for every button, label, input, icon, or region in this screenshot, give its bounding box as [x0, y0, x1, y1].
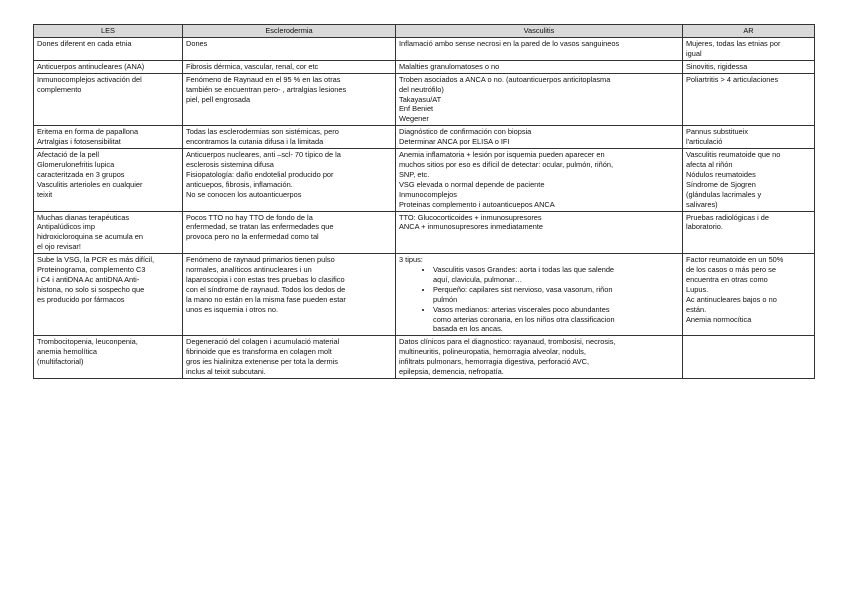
cell-ar — [683, 211, 815, 254]
list-item — [433, 265, 679, 285]
cell-text: SNP, etc. — [399, 169, 430, 179]
cell-vasculitis — [396, 211, 683, 254]
cell-text: la mano no están en la misma fase pueden estar — [186, 294, 346, 304]
cell-text: encontramos la cutania difusa i la limitada — [186, 137, 324, 147]
cell-text: Todas las esclerodermias son sistémicas, pero — [186, 127, 339, 137]
cell-ar — [683, 336, 815, 379]
vasculitis-types-intro: 3 tipus: — [399, 255, 423, 265]
cell-text: Antipalúdicos imp — [37, 222, 95, 232]
cell-esclerodermia — [183, 254, 396, 336]
header-les: LES — [34, 25, 183, 38]
cell-text: Proteinas complemento i autoanticuepos ANCA — [399, 199, 555, 209]
cell-text: Degeneració del colagen i acumulació material — [186, 337, 340, 347]
table-row — [34, 254, 815, 336]
table-row — [34, 38, 815, 61]
cell-text: (multifactorial) — [37, 357, 84, 367]
cell-text: Síndrome de Sjogren — [686, 179, 756, 189]
cell-text: teixit — [37, 189, 53, 199]
cell-text: complemento — [37, 84, 82, 94]
cell-text: el ojo revisar! — [37, 242, 81, 252]
cell-text: aquí, clavicula, pulmonar… — [433, 274, 523, 284]
cell-text: es producido por fármacos — [37, 294, 125, 304]
cell-text: Dones diferent en cada etnia — [37, 39, 132, 48]
cell-text: provoca pero no la enfermedad como tal — [186, 232, 319, 242]
cell-text: Anemia normocítica — [686, 314, 752, 324]
cell-vasculitis — [396, 254, 683, 336]
cell-text: Enf Beniet — [399, 104, 434, 114]
cell-text: normales, analíticos antinucleares i un — [186, 265, 312, 275]
cell-text: salivares) — [686, 199, 718, 209]
cell-text: Sube la VSG, la PCR es más difícil, — [37, 255, 155, 265]
cell-text: gros ies hialinitza extenense per tota la dermis — [186, 357, 338, 367]
list-item — [433, 305, 679, 335]
cell-text: Determinar ANCA por ELISA o IFI — [399, 137, 510, 147]
cell-vasculitis — [396, 149, 683, 211]
cell-text: Diagnóstico de confirmación con biopsia — [399, 127, 532, 137]
cell-esclerodermia — [183, 60, 396, 73]
cell-text: Fenómeno de raynaud primarios tienen pulso — [186, 255, 335, 265]
cell-text: basada en los ancas. — [433, 324, 503, 334]
cell-text: l'articulació — [686, 137, 723, 147]
cell-text: Pruebas radiológicas i de — [686, 212, 769, 222]
cell-text: caracteritzada en 3 grupos — [37, 169, 125, 179]
cell-text: VSG elevada o normal depende de paciente — [399, 179, 545, 189]
header-vasculitis: Vasculitis — [396, 25, 683, 38]
cell-text: Anticuerpos antinucleares (ANA) — [37, 61, 145, 71]
cell-text: laparoscopia i con estas tres pruebas lo clasifico — [186, 274, 345, 284]
cell-les — [34, 73, 183, 126]
table-row — [34, 149, 815, 211]
cell-text: Glomerulonefritis lupica — [37, 159, 115, 169]
cell-ar — [683, 254, 815, 336]
cell-text: también se encuentran pero- , artralgias lesiones — [186, 84, 347, 94]
cell-text: esclerosis sistemina difusa — [186, 159, 274, 169]
cell-text: Fisiopatología: daño endotelial producido por — [186, 169, 334, 179]
cell-les — [34, 336, 183, 379]
cell-text: Trombocitopenia, leuconpenia, — [37, 337, 138, 347]
cell-text: como arterias coronaria, en los niños otra classificacion — [433, 314, 615, 324]
list-item — [433, 285, 679, 305]
cell-text: Takayasu/AT — [399, 94, 442, 104]
cell-text: igual — [686, 48, 702, 58]
cell-text: Vasculitis reumatoide que no — [686, 150, 781, 160]
cell-text: Anemia inflamatoria + lesión por isquemia pueden aparecer en — [399, 150, 605, 160]
cell-text: piel, pell engrosada — [186, 94, 251, 104]
cell-esclerodermia — [183, 73, 396, 126]
cell-text: anticuepos, fibrosis, inflamación. — [186, 179, 293, 189]
cell-ar — [683, 60, 815, 73]
cell-les — [34, 254, 183, 336]
cell-text: Sinovitis, rigidessa — [686, 61, 748, 71]
cell-text: Wegener — [399, 114, 429, 124]
cell-text: Lupus. — [686, 284, 709, 294]
cell-ar — [683, 126, 815, 149]
cell-text: Nódulos reumatoides — [686, 169, 756, 179]
cell-text: enfermedad, se tratan las enfermedades que — [186, 222, 334, 232]
cell-text: • Perqueño: capilares sist nervioso, vasa vasorum, riñon — [433, 284, 613, 294]
cell-text: Fibrosis dérmica, vascular, renal, cor etc — [186, 61, 319, 71]
cell-text: con el síndrome de raynaud. Todos los dedos de — [186, 284, 346, 294]
cell-text: Poliartritis > 4 articulaciones — [686, 74, 779, 84]
cell-text: pulmón — [433, 294, 458, 304]
cell-text: fibrinoide que es transforma en colagen molt — [186, 347, 332, 357]
cell-text: Mujeres, todas las etnias por — [686, 39, 781, 48]
cell-text: Proteinograma, complemento C3 — [37, 265, 146, 275]
cell-text: unos es isquemia i otros no. — [186, 304, 279, 314]
cell-text: Afectació de la pell — [37, 150, 100, 160]
cell-text: • Vasculitis vasos Grandes: aorta i todas las que salende — [433, 265, 615, 275]
cell-text: hidroxicloroquina se acumula en — [37, 232, 143, 242]
cell-text: Anticuerpos nucleares, anti –scl- 70 típico de la — [186, 150, 341, 160]
cell-text: laboratorio. — [686, 222, 723, 232]
cell-ar — [683, 73, 815, 126]
cell-esclerodermia — [183, 38, 396, 61]
cell-text: Fenómeno de Raynaud en el 95 % en las otras — [186, 74, 341, 84]
header-esclerodermia: Esclerodermia — [183, 25, 396, 38]
cell-text: Muchas dianas terapéuticas — [37, 212, 130, 222]
cell-vasculitis — [396, 73, 683, 126]
vasculitis-types-list — [399, 265, 679, 334]
cell-text: del neutrófilo) — [399, 84, 444, 94]
cell-text: ANCA + inmunosupresores inmediatamente — [399, 222, 543, 232]
cell-text: TTO: Glucocorticoides + inmunosupresores — [399, 212, 542, 222]
cell-les — [34, 60, 183, 73]
cell-ar — [683, 38, 815, 61]
header-row — [34, 25, 815, 38]
cell-vasculitis — [396, 336, 683, 379]
cell-text: Inmunocomplejos activación del — [37, 74, 142, 84]
cell-text: encuentra en otras como — [686, 274, 768, 284]
cell-text: Malalties granulomatoses o no — [399, 61, 500, 71]
cell-text: Pannus substitueix — [686, 127, 749, 137]
cell-text: de los casos o más pero se — [686, 265, 776, 275]
cell-text: Troben asociados a ANCA o no. (autoanticuerpos anticitoplasma — [399, 74, 611, 84]
cell-text: No se conocen los autoanticuerpos — [186, 189, 302, 199]
cell-vasculitis — [396, 126, 683, 149]
table-row — [34, 60, 815, 73]
table-row — [34, 211, 815, 254]
cell-text: muchos sitios por eso es difícil de detectar: ocular, pulmón, riñón, — [399, 159, 614, 169]
cell-vasculitis — [396, 38, 683, 61]
cell-les — [34, 126, 183, 149]
cell-les — [34, 38, 183, 61]
cell-text: Factor reumatoide en un 50% — [686, 255, 784, 265]
cell-text: Eritema en forma de papallona — [37, 127, 139, 137]
cell-esclerodermia — [183, 336, 396, 379]
cell-text: Pocos TTO no hay TTO de fondo de la — [186, 212, 313, 222]
comparison-table — [33, 24, 815, 379]
cell-text: Inflamació ambo sense necrosi en la pared de lo vasos sanguineos — [399, 39, 620, 48]
cell-text: anemia hemolítica — [37, 347, 97, 357]
cell-les — [34, 211, 183, 254]
cell-text: i C4 i antiDNA Ac antiDNA Anti- — [37, 274, 140, 284]
cell-text: histona, no solo si sospecho que — [37, 284, 145, 294]
cell-text: Dones — [186, 39, 208, 48]
cell-text: Vasculitis arterioles en cualquier — [37, 179, 143, 189]
cell-text: (glándulas lacrimales y — [686, 189, 762, 199]
table-row — [34, 126, 815, 149]
cell-text: Artralgias i fotosensibilitat — [37, 137, 121, 147]
cell-text: epilepsia, demencia, nefropatía. — [399, 367, 504, 377]
cell-text: Datos clínicos para el diagnostico: rayanaud, trombosisi, necrosis, — [399, 337, 616, 347]
cell-ar — [683, 149, 815, 211]
cell-vasculitis — [396, 60, 683, 73]
cell-esclerodermia — [183, 126, 396, 149]
cell-esclerodermia — [183, 211, 396, 254]
cell-text: afecta al riñón — [686, 159, 733, 169]
table-row — [34, 73, 815, 126]
cell-esclerodermia — [183, 149, 396, 211]
cell-text: están. — [686, 304, 707, 314]
cell-les — [34, 149, 183, 211]
header-ar: AR — [683, 25, 815, 38]
table-row — [34, 336, 815, 379]
cell-text: • Vasos medianos: arterias viscerales poco abundantes — [433, 304, 610, 314]
cell-text: infiltrats pulmonars, hemorragia digestiva, perforació AVC, — [399, 357, 590, 367]
cell-text: Ac antinucleares bajos o no — [686, 294, 777, 304]
cell-text: Inmunocomplejos — [399, 189, 457, 199]
cell-text: multineuritis, polineuropatia, hemorragia alveolar, noduls, — [399, 347, 586, 357]
cell-text: inclus al teixit subcutani. — [186, 367, 266, 377]
